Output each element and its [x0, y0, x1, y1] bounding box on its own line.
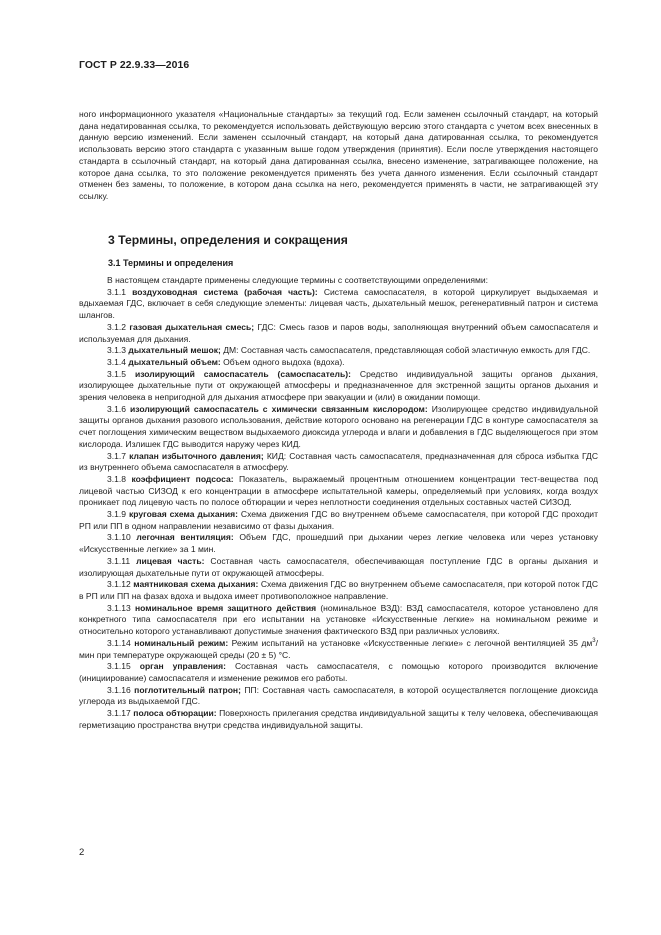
- definition-term: легочная вентиляция:: [136, 532, 234, 543]
- definition-item: [79, 287, 598, 322]
- definitions-list: [79, 275, 598, 731]
- definition-item: [79, 369, 598, 404]
- definition-term: дыхательный мешок;: [128, 345, 221, 356]
- definition-item: [79, 322, 598, 345]
- definition-number: 3.1.11: [107, 555, 131, 566]
- definition-number: 3.1.4: [107, 356, 127, 367]
- definition-item: [79, 708, 598, 731]
- definition-text: Режим испытаний на установке «Искусственные легкие» с легочной вентиляцией 35 дм: [231, 637, 593, 648]
- definition-number: 3.1.8: [107, 473, 127, 484]
- definition-number: 3.1.9: [107, 509, 127, 520]
- definition-number: 3.1.15: [107, 661, 131, 672]
- definition-item: [79, 661, 598, 684]
- definition-term: орган управления:: [139, 661, 226, 672]
- definition-term: маятниковая схема дыхания:: [133, 579, 259, 590]
- definition-text: ПП: Составная часть самоспасателя, в которой осуществляется поглощение диоксида углерода из выдыхаемой ГДС.: [79, 684, 599, 707]
- definition-text-continued: /мин при температуре окружающей среды (20 ± 5) °С.: [79, 637, 599, 660]
- definition-number: 3.1.13: [107, 602, 131, 613]
- definition-text: ДМ: Составная часть самоспасателя, представляющая собой эластичную емкость для ГДС.: [223, 345, 591, 356]
- definition-text: Показатель, выражаемый процентным отношением концентрации тест-вещества под лицевой частью СИЗОД к его концентрации в атмосфере испытательной камеры, определяемый при условиях, когда воздух проникает под лицевую часть по полосе обтюрации и через неплотности соединения отдельных составных частей СИЗОД.: [79, 473, 599, 508]
- definition-item: [79, 404, 598, 451]
- definition-term: изолирующий самоспасатель (самоспасатель):: [134, 368, 351, 379]
- definition-item: [79, 603, 598, 638]
- subsection-title: 3.1 Термины и определения: [108, 258, 234, 268]
- definition-term: лицевая часть:: [136, 555, 205, 566]
- lead-paragraph: В настоящем стандарте применены следующие термины с соответствующими определениями:: [107, 275, 489, 285]
- definition-term: полоса обтюрации:: [133, 708, 217, 719]
- definition-term: круговая схема дыхания:: [129, 509, 238, 520]
- definition-number: 3.1.3: [107, 345, 127, 356]
- definition-item: [79, 638, 598, 661]
- definition-text: Система самоспасателя, в которой циркулирует выдыхаемая и вдыхаемая ГДС, включает в себя следующие элементы: лицевая часть, дыхательный мешок, регенеративный патрон и система шлангов.: [79, 286, 599, 321]
- definition-term: коэффициент подсоса:: [131, 473, 234, 484]
- definition-item: [79, 451, 598, 474]
- definition-text: Составная часть самоспасателя, с помощью которого производится включение (инициирование) самоспасателя и изменение режимов его работы.: [79, 661, 599, 683]
- definition-term: воздуховодная система (рабочая часть):: [132, 286, 318, 297]
- definition-text: ГДС: Смесь газов и паров воды, заполняющая внутренний объем самоспасателя и используемая для дыхания.: [79, 321, 599, 344]
- definition-text: Поверхность прилегания средства индивидуальной защиты к телу человека, обеспечивающая герметизацию пространства внутри средства индивидуальной защиты.: [79, 708, 599, 730]
- section-title: 3 Термины, определения и сокращения: [108, 233, 348, 247]
- definition-item: [79, 579, 598, 602]
- definition-number: 3.1.7: [107, 450, 127, 461]
- definition-text: Изолирующее средство индивидуальной защиты органов дыхания разового использования, действие которого основано на регенерации ГДС в контуре самоспасателя за счет поглощения химическим веществом выдыхаемого диоксида углерода и влаги и добавления в ГДС выделяющегося при этом кислорода. Излишек ГДС выводится наружу через КИД.: [79, 403, 598, 449]
- definition-text: Объем одного выдоха (вдоха).: [223, 356, 345, 367]
- definition-item: [79, 556, 598, 579]
- definition-text: (номинальное ВЗД): ВЗД самоспасателя, которое установлено для конкретного типа самоспасателя при его испытании на установке «Искусственные легкие» на номинальном режиме и относительно которого устанавливают допустимые значения фактического ВЗД при различных условиях.: [79, 602, 599, 637]
- definition-term: номинальное время защитного действия: [134, 602, 317, 613]
- definition-term: поглотительный патрон;: [134, 684, 241, 695]
- definition-term: номинальный режим:: [134, 637, 229, 648]
- superscript: 3: [592, 637, 596, 644]
- definition-number: 3.1.10: [107, 532, 131, 543]
- definition-item: [79, 685, 598, 708]
- intro-paragraph: [79, 109, 598, 203]
- page-number: 2: [79, 847, 85, 858]
- definition-item: [79, 357, 598, 369]
- definition-number: 3.1.1: [107, 286, 127, 297]
- definition-item: [79, 345, 598, 357]
- definition-text: Объем ГДС, прошедший при дыхании через легкие человека или через установку «Искусственные легкие» за 1 мин.: [79, 532, 599, 555]
- definition-text: Схема движения ГДС во внутреннем объеме самоспасателя, при которой ГДС проходит РП или ПП в одном направлении независимо от фазы дыхания.: [79, 509, 598, 531]
- definition-text: Составная часть самоспасателя, обеспечивающая поступление ГДС в органы дыхания и изолирующая дыхательные пути от окружающей атмосферы.: [79, 555, 599, 578]
- definition-number: 3.1.14: [107, 637, 131, 648]
- document-header: ГОСТ Р 22.9.33—2016: [79, 60, 190, 71]
- definition-term: изолирующий самоспасатель с химически связанным кислородом:: [130, 403, 428, 414]
- intro-text: ного информационного указателя «Национальные стандарты» за текущий год. Если заменен ссылочный стандарт, на который дана недатированная ссылка, то рекомендуется использовать действующую версию этого стандарта с учетом всех внесенных в данную версию изменений. Если заменен ссылочный стандарт, на который дана датированная ссылка, то рекомендуется использовать версию этого стандарта с указанным выше годом утверждения (принятия). Если после утверждения настоящего стандарта в ссылочный стандарт, на который дана датированная ссылка, внесено изменение, затрагивающее положение, на которое дана ссылка, то это положение рекомендуется применять без учета данного изменения. Если ссылочный стандарт отменен без замены, то положение, в котором дана ссылка на него, рекомендуется применять в части, не затрагивающей эту ссылку.: [79, 109, 598, 201]
- definition-item: [79, 532, 598, 555]
- definition-number: 3.1.5: [107, 368, 127, 379]
- definitions-container: [79, 287, 598, 732]
- definition-number: 3.1.6: [107, 403, 127, 414]
- definition-item: [79, 509, 598, 532]
- definition-number: 3.1.16: [107, 684, 131, 695]
- definition-term: дыхательный объем:: [128, 356, 221, 367]
- definition-term: клапан избыточного давления;: [129, 450, 264, 461]
- definition-number: 3.1.2: [107, 321, 127, 332]
- definition-text: Средство индивидуальной защиты органов дыхания, изолирующее дыхательные пути от окружающей атмосферы и предназначенное для экстренной защиты органов дыхания и зрения человека в непригодной для дыхания атмосфере при эвакуации и (или) в ожидании помощи.: [79, 368, 599, 403]
- definition-text: КИД: Составная часть самоспасателя, предназначенная для сброса избытка ГДС из внутреннего объема самоспасателя в атмосферу.: [79, 450, 598, 473]
- definition-text: Схема движения ГДС во внутреннем объеме самоспасателя, при которой поток ГДС в РП или ПП на фазах вдоха и выдоха имеет противоположное направление.: [79, 579, 599, 601]
- definition-number: 3.1.12: [107, 579, 131, 590]
- definition-term: газовая дыхательная смесь;: [129, 321, 255, 332]
- definition-number: 3.1.17: [107, 708, 131, 719]
- definition-item: [79, 474, 598, 509]
